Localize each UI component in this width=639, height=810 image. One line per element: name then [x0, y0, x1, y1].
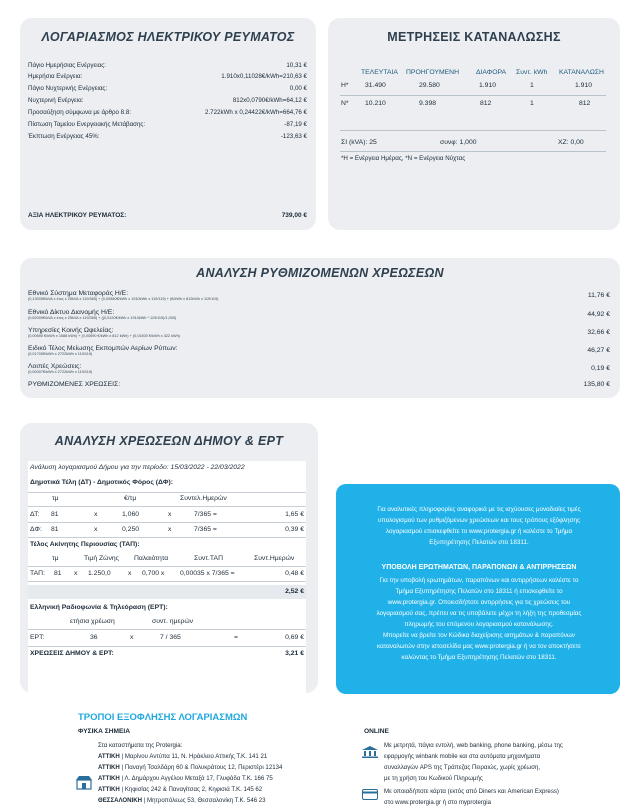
fees-header: τμ [52, 495, 59, 502]
regulated-total: ΡΥΘΜΙΖΟΜΕΝΕΣ ΧΡΕΩΣΕΙΣ: 135,80 € [28, 381, 610, 388]
meter-cell: 812 [480, 100, 492, 107]
electricity-total: ΑΞΙΑ ΗΛΕΚΤΡΙΚΟΥ ΡΕΥΜΑΤΟΣ: 739,00 € [28, 212, 307, 219]
online-line: εφαρμογής winbank mobile και στα αυτόματα μηχανήματα [384, 753, 541, 760]
info-line: καλώντας το Τμήμα Εξυπηρέτησης Πελατών στο 18311. [401, 654, 557, 661]
meter-header: ΚΑΤΑΝΑΛΩΣΗ [559, 69, 604, 76]
electricity-row: Έκπτωση Ενέργειας 45%: -123,63 € [28, 133, 307, 140]
meter-cell: 1.910 [575, 82, 593, 89]
online-line: στο www.protergia.gr ή στο myprotergia [384, 799, 491, 806]
municipal-total-value: 3,21 € [285, 650, 304, 657]
info-line: Εξυπηρέτησης Πελατών στο 18311. [429, 539, 529, 546]
fees-row-tm: 81 [51, 526, 59, 533]
meter-header: ΠΡΟΗΓΟΥΜΕΝΗ [406, 69, 459, 76]
meter-divider [340, 130, 606, 131]
electricity-row: Νυχτερινή Ενέργεια: 812x0,0790€/kWh=64,12 € [28, 97, 307, 104]
municipal-fees-title: Δημοτικά Τέλη (ΔΤ) - Δημοτικός Φόρος (ΔΦ): [30, 479, 174, 486]
meter-cell: 31.490 [365, 82, 386, 89]
fees-header: Συντελ.Ημερών [180, 495, 227, 502]
electricity-row: Πάγιο Ημερήσιας Ενέργειας: 10,31 € [28, 62, 307, 69]
regulated-charges-panel [20, 258, 620, 398]
electricity-bill-title: ΛΟΓΑΡΙΑΣΜΟΣ ΗΛΕΚΤΡΙΚΟΥ ΡΕΥΜΑΤΟΣ [41, 30, 295, 44]
payment-methods-title: ΤΡΟΠΟΙ ΕΞΟΦΛΗΣΗΣ ΛΟΓΑΡΙΑΣΜΩΝ [78, 712, 248, 723]
store-line: ΑΤΤΙΚΗ | Κηφισίας 242 & Παναγίτσας 2, Κηφισιά Τ.Κ. 145 62 [98, 786, 263, 793]
municipal-divider [28, 646, 306, 647]
tap-row-label: ΤΑΠ: [30, 570, 45, 577]
store-line: ΑΤΤΙΚΗ | Λ. Δημάρχου Αγγέλου Μεταξά 17, Γλυφάδα Τ.Κ. 166 75 [98, 775, 273, 782]
fees-row-x: x [94, 526, 98, 533]
online-line: συναλλαγών APS της Τράπεζας Πειραιώς, χωρίς χρέωση, [384, 764, 541, 771]
fees-row-rate: 0,250 [122, 526, 140, 533]
online-line: με τη χρήση του Κωδικού Πληρωμής [384, 775, 483, 782]
meter-readings-panel [328, 18, 620, 230]
meter-cell: 812 [579, 100, 591, 107]
tap-row-x: x [74, 570, 78, 577]
municipal-subtotal: 2,52 € [285, 588, 304, 595]
meter-power-factor: συνφ: 1,000 [440, 139, 477, 146]
meter-xz: ΧΖ: 0,00 [558, 139, 584, 146]
info-line: Τμήμα Εξυπηρέτησης Πελατών στο 18311 ή επισκεφθείτε το [395, 588, 563, 595]
tap-row-age: 0,700 x [142, 570, 165, 577]
online-line: Με οποιαδήποτε κάρτα (εκτός από Diners και American Express) [384, 788, 559, 795]
fees-row-tm: 81 [51, 511, 59, 518]
municipal-divider [28, 566, 306, 567]
tap-header: Τιμή Ζώνης [84, 555, 119, 562]
tap-row-coef: 0,00035 x 7/365 = [180, 570, 235, 577]
municipal-divider [28, 581, 306, 582]
ert-header: ετήσια χρέωση [70, 618, 115, 625]
info-line: Για αναλυτικές πληροφορίες αναφορικά με τις ισχύουσες μοναδιαίες τιμές [377, 506, 581, 513]
meter-cell: 1 [530, 100, 534, 107]
tap-row-x: x [128, 570, 132, 577]
info-line: λογαριασμού επισκεφθείτε το www.protergia.gr ή καλέστε το Τμήμα [385, 528, 573, 535]
ert-row-x: x [130, 634, 134, 641]
municipal-divider [28, 629, 306, 630]
online-title: ONLINE [364, 728, 389, 735]
info-line: καταναλωτών στην ιστοσελίδα μας www.protergia.gr ή να τον αποκτήσετε [377, 643, 581, 650]
municipal-divider [28, 522, 306, 523]
ert-row-annual: 36 [90, 634, 98, 641]
meter-cell: 10.210 [365, 100, 386, 107]
info-line: λογαριασμού σας, πρέπει να τις υποβάλετε μέχρι τη λήξη της προθεσμίας [376, 610, 582, 617]
meter-row-tag: Η* [341, 82, 349, 89]
meter-header: ΔΙΑΦΟΡΑ [476, 69, 507, 76]
ert-row-value: 0,69 € [285, 634, 304, 641]
fees-row-value: 1,65 € [285, 511, 304, 518]
electricity-row: Προσαύξηση σύμφωνα με άρθρο 8.8: 2.722kWh x 0,24422€/kWh=664,76 € [28, 109, 307, 116]
fees-row-days: 7/365 = [194, 526, 217, 533]
tap-row-tm: 81 [54, 570, 62, 577]
meter-divider [340, 151, 606, 152]
store-line: ΑΤΤΙΚΗ | Μαρίνου Αντύπα 11, Ν. Ηράκλειο Αττικής Τ.Κ. 141 21 [98, 753, 268, 760]
municipal-total-label: ΧΡΕΩΣΕΙΣ ΔΗΜΟΥ & ΕΡΤ: [30, 650, 114, 657]
tap-header: Συντ.Ημερών [254, 555, 295, 562]
regulated-row: Ειδικό Τέλος Μείωσης Εκπομπών Αερίων Ρύπων: (0,01700€/kWh x 2722kWh x 119/119) 46,27 € [28, 345, 610, 356]
info-line: υπολογισμού των ρυθμιζόμενων χρεώσεων και τους τρόπους εξόφλησης [378, 517, 580, 524]
fees-row-x: x [168, 511, 172, 518]
municipal-charges-table [28, 461, 306, 693]
store-line: ΑΤΤΙΚΗ | Παναγή Τσαλδάρη 60 & Πολυκράτους 12, Περιστέρι 12134 [98, 764, 283, 771]
ert-row-eq: = [234, 634, 238, 641]
meter-row-tag: Ν* [341, 100, 349, 107]
complaints-title: ΥΠΟΒΟΛΗ ΕΡΩΤΗΜΑΤΩΝ, ΠΑΡΑΠΟΝΩΝ & ΑΝΤΙΡΡΗΣΕΩΝ [381, 564, 577, 571]
ert-header: συντ. ημερών [152, 618, 194, 625]
regulated-row: Εθνικό Δίκτυο Διανομής Η/Ε: (0,52000€/kVA x έτος x 25kVA x 119/365) + ((0,0120€/kWh x 1910kWh * 119/119)/1,000) 44,92 € [28, 309, 610, 320]
info-line: Για την υποβολή ερωτημάτων, παραπόνων και αντιρρήσεων καλέστε το [379, 577, 579, 584]
meter-note: *Η = Ενέργεια Ημέρας, *Ν = Ενέργεια Νύχτας [341, 155, 466, 162]
regulated-row: Λοιπές Χρεώσεις: (0,00007€/kWh x 2722kWh x 119/119) 0,19 € [28, 363, 610, 374]
tap-row-zone: 1.250,0 [88, 570, 111, 577]
fees-row-label: ΔΤ: [30, 511, 40, 518]
fees-row-days: 7/365 = [194, 511, 217, 518]
stores-intro: Στα καταστήματα της Protergia: [98, 742, 183, 749]
meter-si: ΣΙ (kVA): 25 [341, 139, 377, 146]
ert-row-label: ΕΡΤ: [30, 634, 45, 641]
info-line: www.protergia.gr. Οποιεσδήποτε αντιρρήσεις για τις χρεώσεις του [387, 599, 571, 606]
credit-card-icon [362, 789, 378, 800]
meter-readings-title: ΜΕΤΡΗΣΕΙΣ ΚΑΤΑΝΑΛΩΣΗΣ [387, 30, 561, 44]
municipal-divider [28, 492, 306, 493]
regulated-row: Εθνικό Σύστημα Μεταφοράς Η/Ε: (0,13000€/kVA x έτος x 25kVA x 119/365) + (0,00560€/kWh x 1910kWh x 119/119) + (€/kWh x 812kWh x 119/119) 11,76 € [28, 290, 610, 301]
electricity-bill-panel [20, 18, 316, 230]
bank-icon [362, 746, 378, 758]
meter-cell: 9.398 [419, 100, 437, 107]
fees-row-rate: 1,060 [122, 511, 140, 518]
regulated-row: Υπηρεσίες Κοινής Ωφελείας: (0,00690 €/kWh x 1588 kWh) + (0,00690 €/kWh x 812 kWh) + (0,01500 €/kWh x 322 kWh) 32,66 € [28, 327, 610, 338]
tap-row-value: 0,48 € [285, 570, 304, 577]
municipal-charges-title: ΑΝΑΛΥΣΗ ΧΡΕΩΣΕΩΝ ΔΗΜΟΥ & ΕΡΤ [54, 434, 284, 448]
electricity-row: Πάγιο Νυχτερινής Ενέργειας: 0,00 € [28, 85, 307, 92]
tap-header: τμ [52, 555, 59, 562]
tap-header: Παλαιότητα [134, 555, 169, 562]
electricity-row: Πίστωση Ταμείου Ενεργειακής Μετάβασης: -87,19 € [28, 121, 307, 128]
info-panel [336, 484, 620, 694]
tap-header: Συντ.ΤΑΠ [194, 555, 223, 562]
ert-row-days: 7 / 365 [160, 634, 181, 641]
municipal-divider [28, 537, 306, 538]
subtotal-row [28, 585, 306, 599]
info-line: Μπορείτε να βρείτε τον Κώδικα διαχείρισης αιτημάτων & παραπόνων [383, 632, 575, 639]
info-line: πληρωμής του επόμενου λογαριασμού κατανάλωσης. [404, 621, 554, 628]
municipal-charges-panel [20, 423, 318, 693]
municipal-period: Ανάλυση λογαριασμού Δήμου για την περίοδο: 15/03/2022 - 22/03/2022 [30, 464, 245, 471]
electricity-row: Ημερήσια Ενέργεια: 1.910x0,11028€/kWh=210,63 € [28, 73, 307, 80]
fees-row-x: x [94, 511, 98, 518]
meter-divider [340, 95, 606, 96]
meter-cell: 29.580 [419, 82, 440, 89]
physical-points-title: ΦΥΣΙΚΑ ΣΗΜΕΙΑ [78, 728, 130, 735]
store-icon [76, 776, 92, 790]
fees-header: €/τμ [124, 495, 137, 502]
store-line: ΘΕΣΣΑΛΟΝΙΚΗ | Μητροπόλεως 53, Θεσσαλονίκη Τ.Κ. 546 23 [98, 797, 266, 804]
fees-row-value: 0,39 € [285, 526, 304, 533]
fees-row-label: ΔΦ: [30, 526, 42, 533]
fees-row-x: x [168, 526, 172, 533]
meter-cell: 1.910 [479, 82, 497, 89]
tap-title: Τέλος Ακίνητης Περιουσίας (ΤΑΠ): [30, 541, 140, 548]
ert-title: Ελληνική Ραδιοφωνία & Τηλεόραση (ΕΡΤ): [30, 604, 168, 611]
meter-cell: 1 [530, 82, 534, 89]
meter-header: ΤΕΛΕΥΤΑΙΑ [361, 69, 398, 76]
online-line: Με μετρητά, πάγια εντολή, web banking, phone banking, μέσω της [384, 742, 563, 749]
regulated-charges-title: ΑΝΑΛΥΣΗ ΡΥΘΜΙΖΟΜΕΝΩΝ ΧΡΕΩΣΕΩΝ [196, 266, 444, 280]
meter-header: Συντ. kWh [516, 69, 548, 76]
municipal-divider [28, 506, 306, 507]
